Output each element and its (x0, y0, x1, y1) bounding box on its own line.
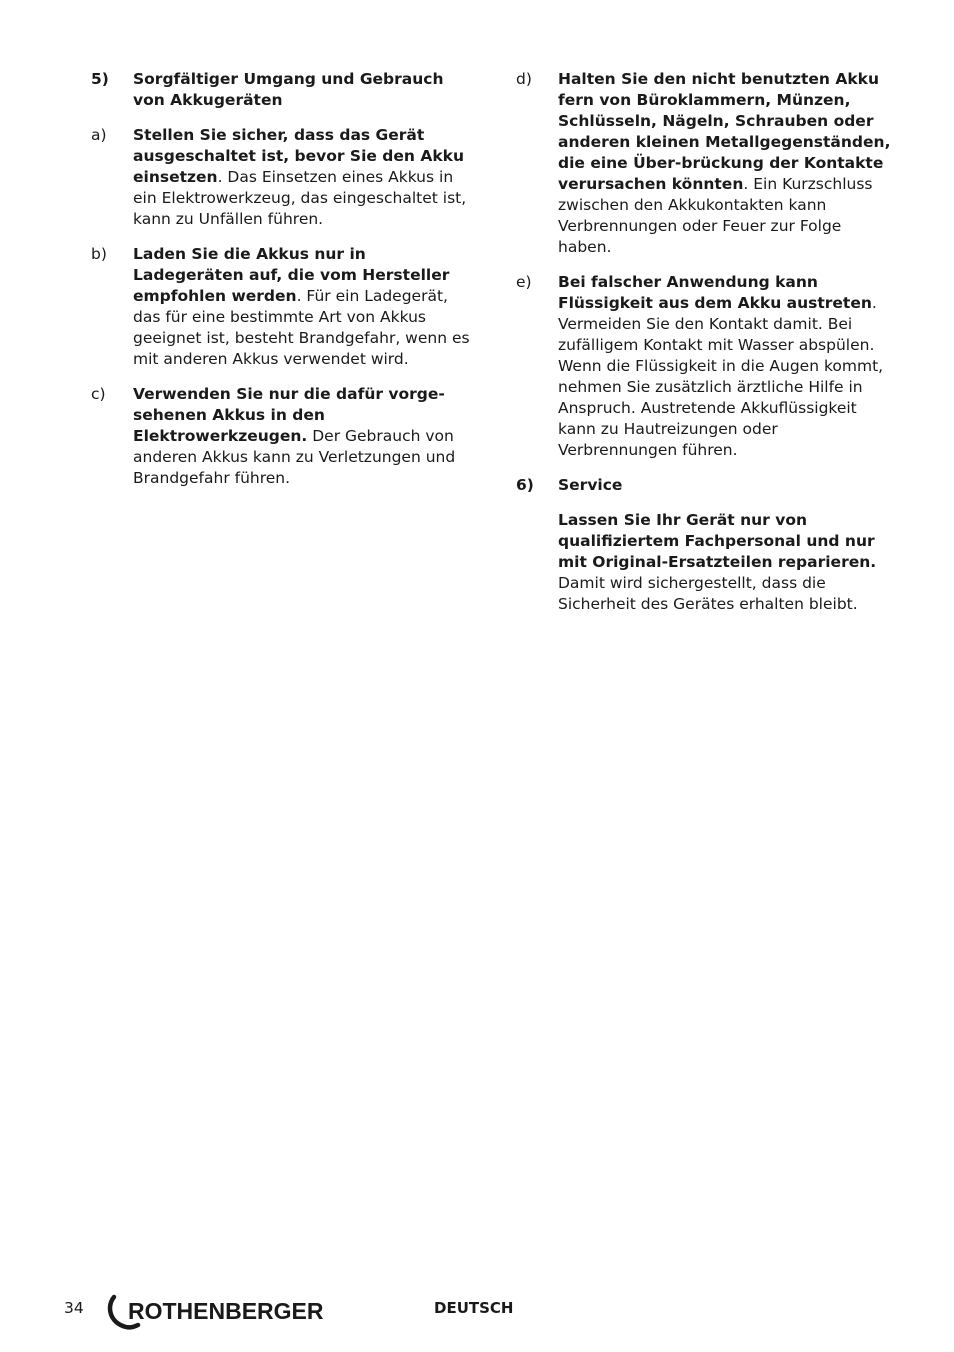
list-item-text: Sorgfältiger Umgang und Gebrauch von Akkugeräten (133, 70, 444, 109)
list-item-text: Halten Sie den nicht benutzten Akku fern von Büroklammern, Münzen, Schlüsseln, Nägeln, Schrauben oder anderen kleinen Metallgegenständen, die eine Über-brückung der Kontakte verursachen könnten. Ein Kurzschluss zwischen den Akkukontakten kann Verbrennungen oder Feuer zur Folge haben. (558, 70, 891, 256)
list-item-text: Stellen Sie sicher, dass das Gerät ausgeschaltet ist, bevor Sie den Akku einsetzen. Das Einsetzen eines Akkus in ein Elektrowerkzeug, das eingeschaltet ist, kann zu Unfällen führen. (133, 126, 467, 228)
list-item-c (91, 384, 476, 489)
list-item-text: Lassen Sie Ihr Gerät nur von qualifiziertem Fachpersonal und nur mit Original-Ersatzteilen reparieren. Damit wird sichergestellt, dass die Sicherheit des Gerätes erhalten bleibt. (558, 511, 877, 613)
list-item-text: Service (558, 476, 623, 494)
right-column (516, 69, 896, 629)
list-item-text: Laden Sie die Akkus nur in Ladegeräten auf, die vom Hersteller empfohlen werden. Für ein Ladegerät, das für eine bestimmte Art von Akkus geeignet ist, besteht Brandgefahr, wenn es mit anderen Akkus verwendet wird. (133, 245, 470, 368)
section-heading-6 (516, 475, 896, 496)
page-number: 34 (64, 1299, 84, 1317)
svg-text:ROTHENBERGER: ROTHENBERGER (128, 1298, 324, 1324)
page-footer (64, 1295, 564, 1335)
service-paragraph (516, 510, 896, 615)
list-marker: d) (516, 70, 532, 88)
list-marker: b) (91, 245, 107, 263)
list-marker: 5) (91, 70, 109, 88)
section-heading-5 (91, 69, 476, 111)
left-column (91, 69, 476, 503)
list-item-text: Verwenden Sie nur die dafür vorge-sehenen Akkus in den Elektrowerkzeugen. Der Gebrauch von anderen Akkus kann zu Verletzungen und Brandgefahr führen. (133, 385, 456, 487)
list-item-a (91, 125, 476, 230)
list-marker: a) (91, 126, 107, 144)
language-label: DEUTSCH (434, 1299, 514, 1317)
list-item-e (516, 272, 896, 461)
list-marker: e) (516, 273, 532, 291)
list-marker: c) (91, 385, 106, 403)
list-marker (516, 510, 558, 615)
rothenberger-logo (106, 1293, 346, 1333)
list-marker: 6) (516, 476, 534, 494)
list-item-b (91, 244, 476, 370)
list-item-text: Bei falscher Anwendung kann Flüssigkeit aus dem Akku austreten. Vermeiden Sie den Kontakt damit. Bei zufälligem Kontakt mit Wasser abspülen. Wenn die Flüssigkeit in die Augen kommt, nehmen Sie zusätzlich ärztliche Hilfe in Anspruch. Austretende Akkuflüssigkeit kann zu Hautreizungen oder Verbrennungen führen. (558, 273, 884, 459)
list-item-d (516, 69, 896, 258)
